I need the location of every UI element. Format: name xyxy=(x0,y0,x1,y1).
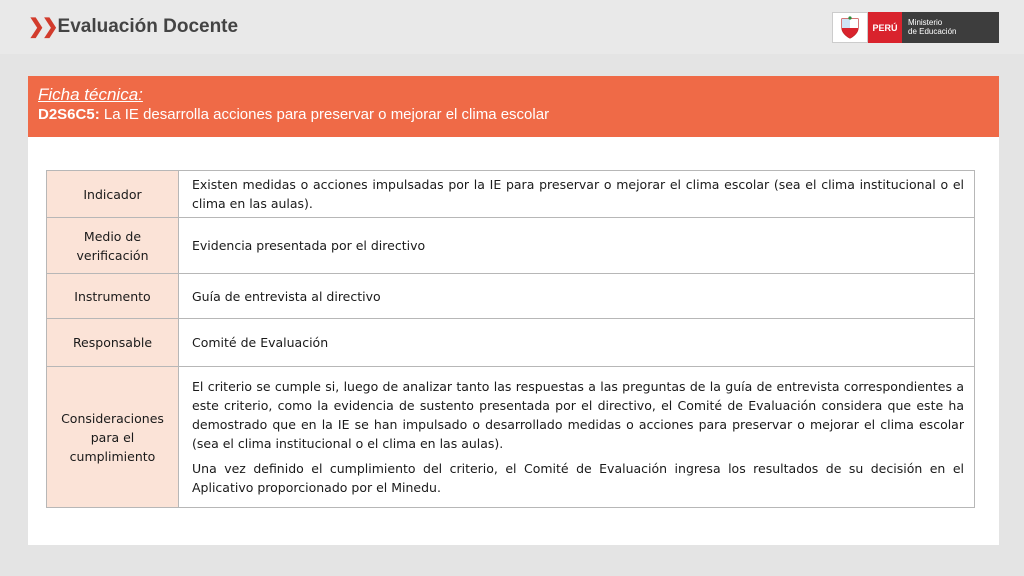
country-label: PERÚ xyxy=(868,12,902,43)
criterion-description: La IE desarrolla acciones para preservar o mejorar el clima escolar xyxy=(103,106,550,123)
coat-of-arms-icon xyxy=(832,12,868,43)
top-bar xyxy=(0,0,1024,54)
paragraph: El criterio se cumple si, luego de analizar tanto las respuestas a las preguntas de la guía de entrevista correspondientes a este criterio, como la evidencia de sustento presentada por el directivo, el Comité de Evaluación considera que este ha demostrado que en la IE se han impulsado o desarrollado medidas o acciones para preservar o mejorar el clima escolar (sea el clima institucional o el clima en las aulas). xyxy=(192,379,964,451)
spec-table xyxy=(46,170,975,508)
table-row xyxy=(47,171,975,218)
row-label: Medio de verificación xyxy=(47,218,179,274)
title-banner xyxy=(28,76,999,137)
table-row xyxy=(47,319,975,367)
brand-title: Evaluación Docente xyxy=(57,15,239,37)
brand xyxy=(28,14,238,39)
row-label: Indicador xyxy=(47,171,179,218)
row-value: Existen medidas o acciones impulsadas por la IE para preservar o mejorar el clima escolar (sea el clima institucional o el clima en las aulas). xyxy=(179,171,975,218)
table-row xyxy=(47,218,975,274)
row-label: Instrumento xyxy=(47,274,179,319)
row-value xyxy=(179,367,975,508)
double-chevron-icon: ❯❯ xyxy=(28,16,56,38)
table-row xyxy=(47,274,975,319)
criterion-code: D2S6C5: xyxy=(38,106,100,123)
paragraph: Una vez definido el cumplimiento del criterio, el Comité de Evaluación ingresa los resultados de su decisión en el Aplicativo proporcionado por el Minedu. xyxy=(192,461,964,495)
row-value: Evidencia presentada por el directivo xyxy=(179,218,975,274)
row-value: Guía de entrevista al directivo xyxy=(179,274,975,319)
row-value: Comité de Evaluación xyxy=(179,319,975,367)
row-label: Consideraciones para el cumplimiento xyxy=(47,367,179,508)
row-label: Responsable xyxy=(47,319,179,367)
ministry-logo xyxy=(832,12,999,43)
banner-title: Ficha técnica: xyxy=(38,85,143,104)
table-row xyxy=(47,367,975,508)
content-card xyxy=(28,76,999,545)
ministry-label: Ministerio de Educación xyxy=(902,12,999,43)
banner-subtitle xyxy=(38,105,989,125)
